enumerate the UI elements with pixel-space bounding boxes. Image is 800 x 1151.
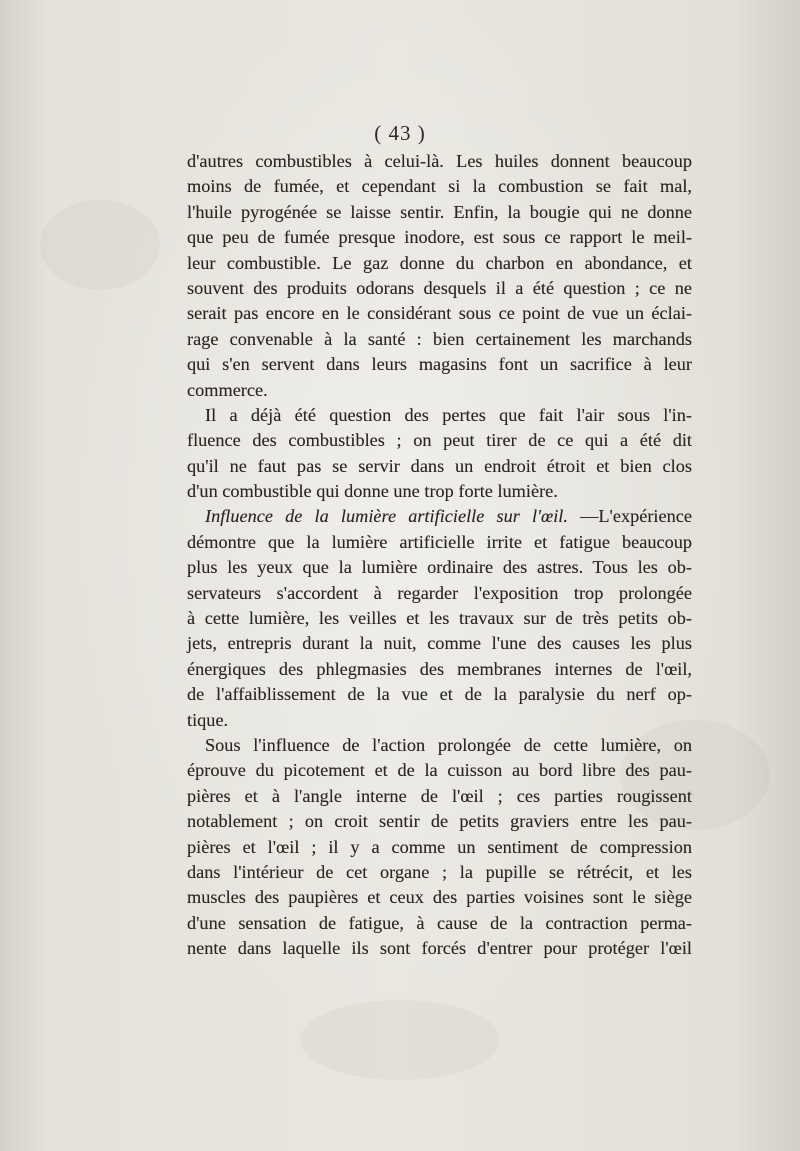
text-line: commerce.: [187, 379, 268, 400]
text-line: nente dans laquelle ils sont forcés d'entrer pour protéger l'œil: [187, 938, 692, 959]
text-line: l'huile pyrogénée se laisse sentir. Enfin, la bougie qui ne donne: [187, 201, 692, 222]
section-heading: Influence de la lumière artificielle sur l'œil.: [205, 506, 568, 527]
text-line: d'une sensation de fatigue, à cause de la contraction perma-: [187, 912, 692, 933]
text-line: démontre que la lumière artificielle irrite et fatigue beaucoup: [187, 531, 692, 552]
text-line: serait pas encore en le considérant sous ce point de vue un éclai-: [187, 303, 692, 324]
text-line: fluence des combustibles ; on peut tirer de ce qui a été dit: [187, 430, 692, 451]
text-line: —L'expérience: [580, 506, 692, 527]
text-line: muscles des paupières et ceux des parties voisines sont le siège: [187, 887, 692, 908]
text-line: rage convenable à la santé : bien certainement les marchands: [187, 328, 692, 349]
text-line: qu'il ne faut pas se servir dans un endroit étroit et bien clos: [187, 455, 692, 476]
text-line: énergiques des phlegmasies des membranes internes de l'œil,: [187, 658, 692, 679]
text-line: dans l'intérieur de cet organe ; la pupille se rétrécit, et les: [187, 861, 692, 882]
text-line: d'un combustible qui donne une trop forte lumière.: [187, 481, 558, 502]
paper-stain: [300, 1000, 500, 1080]
page-number: ( 43 ): [374, 121, 426, 145]
text-line: de l'affaiblissement de la vue et de la paralysie du nerf op-: [187, 684, 692, 705]
text-line: à cette lumière, les veilles et les travaux sur de très petits ob-: [187, 608, 692, 629]
text-line: souvent des produits odorans desquels il a été question ; ce ne: [187, 277, 692, 298]
paper-stain: [40, 200, 160, 290]
text-line: servateurs s'accordent à regarder l'exposition trop prolongée: [187, 582, 692, 603]
text-line: Il a déjà été question des pertes que fait l'air sous l'in-: [205, 404, 692, 425]
text-line: éprouve du picotement et de la cuisson au bord libre des pau-: [187, 760, 692, 781]
text-line: plus les yeux que la lumière ordinaire des astres. Tous les ob-: [187, 557, 692, 578]
section-heading-line: [187, 504, 692, 529]
text-line: notablement ; on croit sentir de petits graviers entre les pau-: [187, 811, 692, 832]
text-line: Sous l'influence de l'action prolongée de cette lumière, on: [205, 734, 692, 755]
text-line: tique.: [187, 709, 229, 730]
text-line: que peu de fumée presque inodore, est sous ce rapport le meil-: [187, 227, 692, 248]
text-line: jets, entrepris durant la nuit, comme l'une des causes les plus: [187, 633, 692, 654]
text-line: d'autres combustibles à celui-là. Les huiles donnent beaucoup: [187, 151, 692, 171]
text-line: pières et l'œil ; il y a comme un sentiment de compression: [187, 836, 692, 857]
text-line: qui s'en servent dans leurs magasins font un sacrifice à leur: [187, 354, 692, 375]
body-text: [187, 149, 692, 962]
text-line: leur combustible. Le gaz donne du charbon en abondance, et: [187, 252, 692, 273]
text-line: moins de fumée, et cependant si la combustion se fait mal,: [187, 176, 692, 197]
text-line: pières et à l'angle interne de l'œil ; ces parties rougissent: [187, 785, 692, 806]
